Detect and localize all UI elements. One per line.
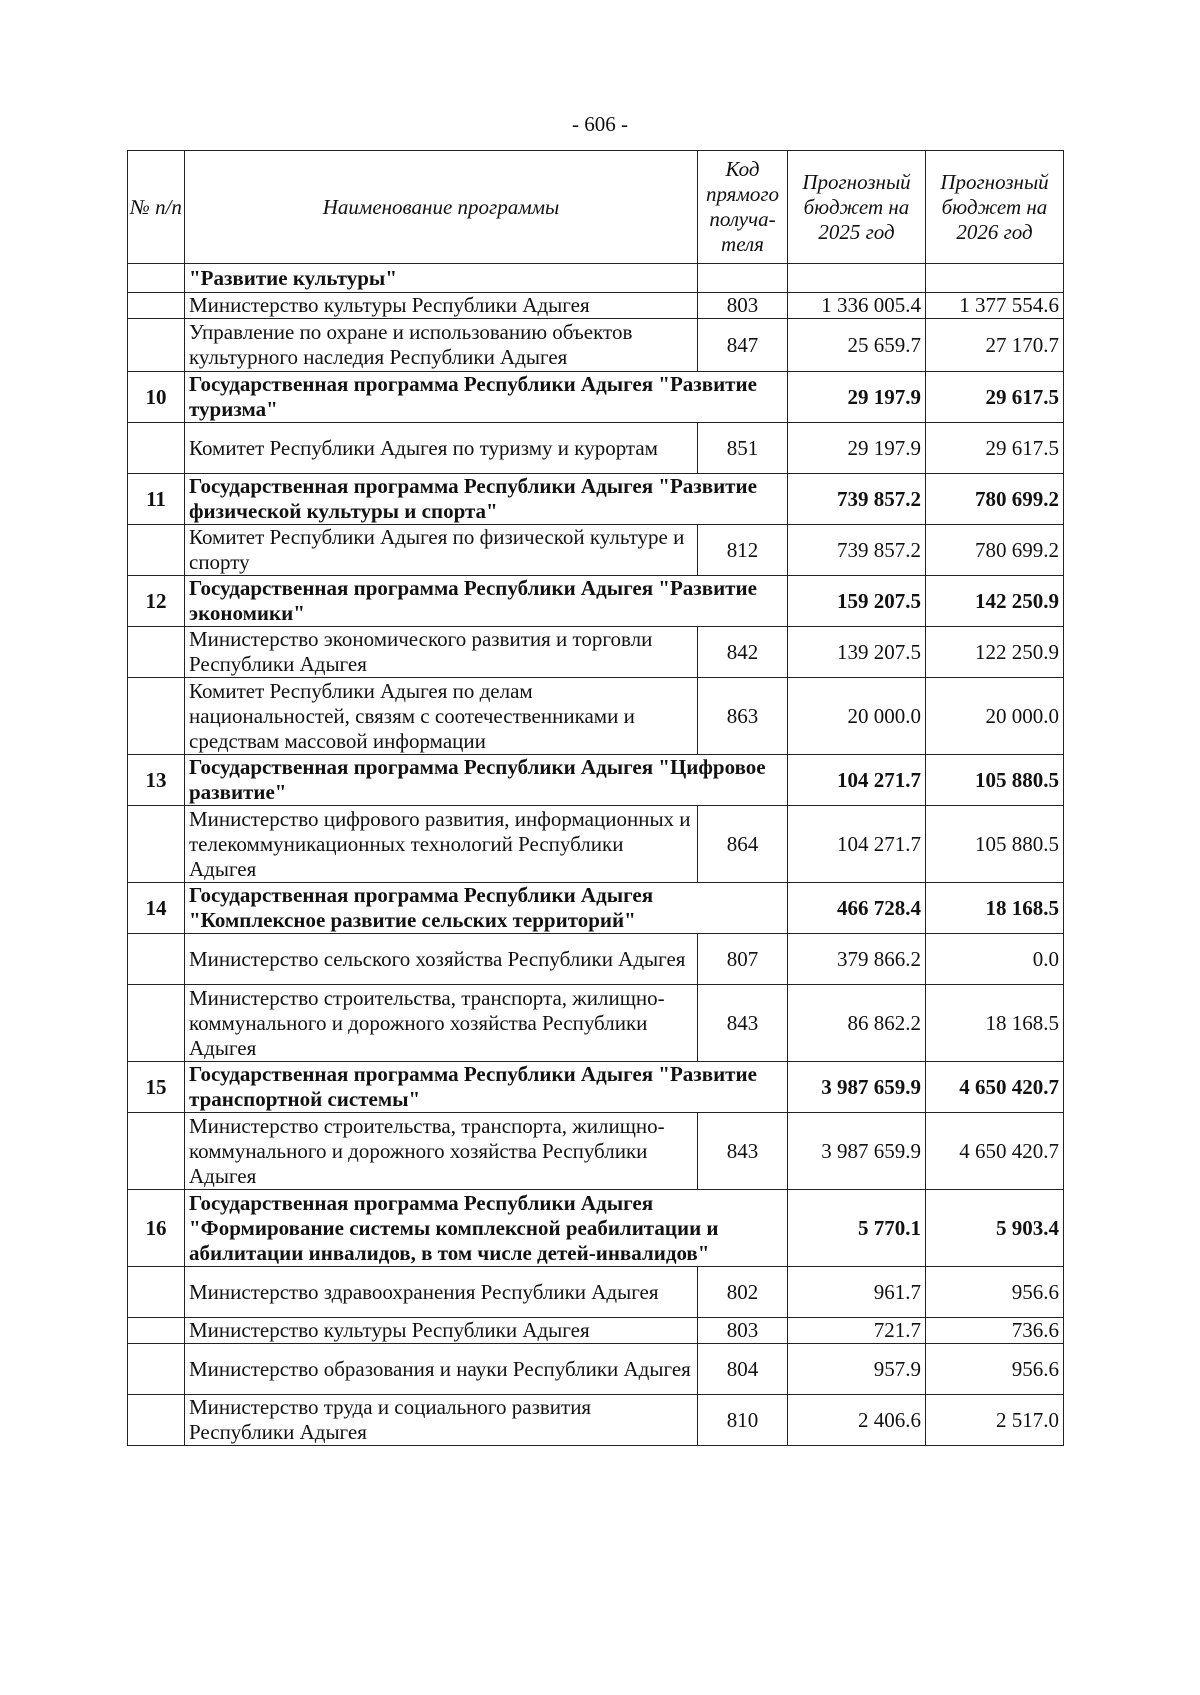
recipient-row xyxy=(128,806,1064,883)
recipient-row xyxy=(128,678,1064,755)
page-number: - 606 - xyxy=(572,112,628,136)
recipient-row xyxy=(128,423,1064,474)
budget-2026: 18 168.5 xyxy=(926,883,1064,934)
recipient-row xyxy=(128,934,1064,985)
header-code: Код прямого получа-теля xyxy=(698,151,788,264)
program-row xyxy=(128,1190,1064,1267)
budget-2025: 1 336 005.4 xyxy=(788,293,926,319)
budget-2025: 139 207.5 xyxy=(788,627,926,678)
budget-2026: 780 699.2 xyxy=(926,474,1064,525)
recipient-row xyxy=(128,1267,1064,1318)
budget-2026: 29 617.5 xyxy=(926,372,1064,423)
table-body xyxy=(128,264,1064,1446)
program-row xyxy=(128,264,1064,293)
row-number: 13 xyxy=(128,755,185,806)
recipient-code xyxy=(698,264,788,293)
program-name: Государственная программа Республики Адыгея "Развитие туризма" xyxy=(185,372,788,423)
row-number xyxy=(128,678,185,755)
row-number xyxy=(128,1344,185,1395)
row-number: 14 xyxy=(128,883,185,934)
program-row xyxy=(128,883,1064,934)
budget-2025: 25 659.7 xyxy=(788,319,926,372)
recipient-name: Комитет Республики Адыгея по физической культуре и спорту xyxy=(185,525,698,576)
recipient-code: 843 xyxy=(698,1113,788,1190)
recipient-name: Комитет Республики Адыгея по делам национальностей, связям с соотечественниками и средствам массовой информации xyxy=(185,678,698,755)
program-name: Государственная программа Республики Адыгея "Формирование системы комплексной реабилитации и абилитации инвалидов, в том числе детей-инвалидов" xyxy=(185,1190,788,1267)
recipient-code: 812 xyxy=(698,525,788,576)
budget-2026: 142 250.9 xyxy=(926,576,1064,627)
budget-2026: 4 650 420.7 xyxy=(926,1113,1064,1190)
budget-2026: 956.6 xyxy=(926,1267,1064,1318)
row-number xyxy=(128,525,185,576)
program-name: "Развитие культуры" xyxy=(185,264,698,293)
recipient-row xyxy=(128,525,1064,576)
budget-2025: 957.9 xyxy=(788,1344,926,1395)
program-row xyxy=(128,372,1064,423)
recipient-code: 864 xyxy=(698,806,788,883)
budget-2025: 3 987 659.9 xyxy=(788,1113,926,1190)
recipient-name: Комитет Республики Адыгея по туризму и курортам xyxy=(185,423,698,474)
budget-2026: 5 903.4 xyxy=(926,1190,1064,1267)
row-number xyxy=(128,1395,185,1446)
budget-2026: 105 880.5 xyxy=(926,806,1064,883)
budget-2025: 739 857.2 xyxy=(788,525,926,576)
recipient-row xyxy=(128,1395,1064,1446)
recipient-code: 810 xyxy=(698,1395,788,1446)
budget-2025: 29 197.9 xyxy=(788,423,926,474)
recipient-code: 842 xyxy=(698,627,788,678)
row-number xyxy=(128,1318,185,1344)
budget-2026 xyxy=(926,264,1064,293)
recipient-row xyxy=(128,319,1064,372)
budget-2026: 18 168.5 xyxy=(926,985,1064,1062)
row-number xyxy=(128,264,185,293)
row-number: 15 xyxy=(128,1062,185,1113)
recipient-row xyxy=(128,293,1064,319)
row-number: 11 xyxy=(128,474,185,525)
header-num: № п/п xyxy=(128,151,185,264)
budget-2026: 20 000.0 xyxy=(926,678,1064,755)
row-number xyxy=(128,934,185,985)
budget-2025: 104 271.7 xyxy=(788,806,926,883)
row-number xyxy=(128,293,185,319)
recipient-code: 803 xyxy=(698,1318,788,1344)
row-number: 12 xyxy=(128,576,185,627)
table-header-row xyxy=(128,151,1064,264)
budget-2026: 29 617.5 xyxy=(926,423,1064,474)
budget-2025: 29 197.9 xyxy=(788,372,926,423)
row-number: 10 xyxy=(128,372,185,423)
budget-2025: 86 862.2 xyxy=(788,985,926,1062)
recipient-row xyxy=(128,1318,1064,1344)
recipient-code: 863 xyxy=(698,678,788,755)
header-name: Наименование программы xyxy=(185,151,698,264)
program-name: Государственная программа Республики Адыгея "Комплексное развитие сельских территорий" xyxy=(185,883,788,934)
row-number: 16 xyxy=(128,1190,185,1267)
recipient-name: Министерство цифрового развития, информационных и телекоммуникационных технологий Республики Адыгея xyxy=(185,806,698,883)
budget-2026: 122 250.9 xyxy=(926,627,1064,678)
recipient-name: Министерство строительства, транспорта, жилищно-коммунального и дорожного хозяйства Республики Адыгея xyxy=(185,1113,698,1190)
budget-2026: 956.6 xyxy=(926,1344,1064,1395)
row-number xyxy=(128,319,185,372)
budget-2025: 2 406.6 xyxy=(788,1395,926,1446)
program-name: Государственная программа Республики Адыгея "Цифровое развитие" xyxy=(185,755,788,806)
recipient-name: Министерство культуры Республики Адыгея xyxy=(185,1318,698,1344)
budget-2025 xyxy=(788,264,926,293)
budget-2025: 104 271.7 xyxy=(788,755,926,806)
budget-2026: 736.6 xyxy=(926,1318,1064,1344)
recipient-code: 807 xyxy=(698,934,788,985)
recipient-code: 851 xyxy=(698,423,788,474)
row-number xyxy=(128,1113,185,1190)
row-number xyxy=(128,1267,185,1318)
recipient-row xyxy=(128,1113,1064,1190)
recipient-name: Управление по охране и использованию объектов культурного наследия Республики Адыгея xyxy=(185,319,698,372)
program-row xyxy=(128,755,1064,806)
recipient-name: Министерство труда и социального развития Республики Адыгея xyxy=(185,1395,698,1446)
row-number xyxy=(128,985,185,1062)
budget-2025: 379 866.2 xyxy=(788,934,926,985)
row-number xyxy=(128,806,185,883)
budget-2025: 20 000.0 xyxy=(788,678,926,755)
program-row xyxy=(128,474,1064,525)
recipient-row xyxy=(128,985,1064,1062)
row-number xyxy=(128,423,185,474)
budget-2026: 2 517.0 xyxy=(926,1395,1064,1446)
budget-2025: 961.7 xyxy=(788,1267,926,1318)
recipient-code: 843 xyxy=(698,985,788,1062)
recipient-name: Министерство сельского хозяйства Республики Адыгея xyxy=(185,934,698,985)
recipient-code: 802 xyxy=(698,1267,788,1318)
recipient-row xyxy=(128,1344,1064,1395)
header-budget-2026: Прогнозный бюджет на 2026 год xyxy=(926,151,1064,264)
recipient-code: 804 xyxy=(698,1344,788,1395)
budget-2025: 721.7 xyxy=(788,1318,926,1344)
budget-table xyxy=(127,150,1064,1446)
recipient-name: Министерство экономического развития и торговли Республики Адыгея xyxy=(185,627,698,678)
budget-2025: 3 987 659.9 xyxy=(788,1062,926,1113)
program-row xyxy=(128,1062,1064,1113)
program-name: Государственная программа Республики Адыгея "Развитие транспортной системы" xyxy=(185,1062,788,1113)
recipient-row xyxy=(128,627,1064,678)
budget-2025: 466 728.4 xyxy=(788,883,926,934)
budget-2025: 159 207.5 xyxy=(788,576,926,627)
budget-2025: 739 857.2 xyxy=(788,474,926,525)
recipient-name: Министерство образования и науки Республики Адыгея xyxy=(185,1344,698,1395)
row-number xyxy=(128,627,185,678)
program-name: Государственная программа Республики Адыгея "Развитие физической культуры и спорта" xyxy=(185,474,788,525)
header-budget-2025: Прогнозный бюджет на 2025 год xyxy=(788,151,926,264)
program-row xyxy=(128,576,1064,627)
program-name: Государственная программа Республики Адыгея "Развитие экономики" xyxy=(185,576,788,627)
budget-2026: 105 880.5 xyxy=(926,755,1064,806)
budget-2026: 0.0 xyxy=(926,934,1064,985)
recipient-name: Министерство здравоохранения Республики Адыгея xyxy=(185,1267,698,1318)
budget-2026: 1 377 554.6 xyxy=(926,293,1064,319)
budget-2026: 780 699.2 xyxy=(926,525,1064,576)
budget-2026: 4 650 420.7 xyxy=(926,1062,1064,1113)
budget-2026: 27 170.7 xyxy=(926,319,1064,372)
budget-2025: 5 770.1 xyxy=(788,1190,926,1267)
recipient-name: Министерство строительства, транспорта, жилищно-коммунального и дорожного хозяйства Республики Адыгея xyxy=(185,985,698,1062)
recipient-name: Министерство культуры Республики Адыгея xyxy=(185,293,698,319)
recipient-code: 803 xyxy=(698,293,788,319)
recipient-code: 847 xyxy=(698,319,788,372)
